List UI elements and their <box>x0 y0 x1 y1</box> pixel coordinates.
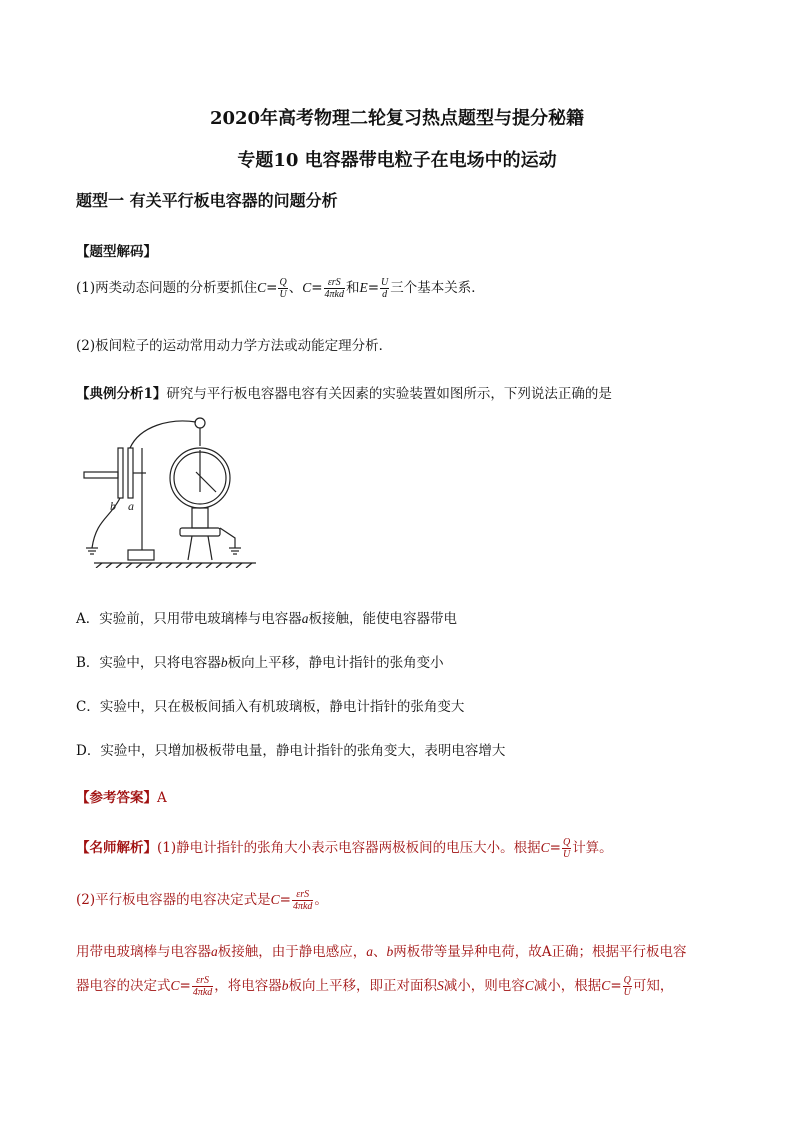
connecting-wire <box>130 421 196 448</box>
text-run: 两板带等量异种电荷，故A正确；根据平行板电容 <box>393 944 687 960</box>
numerator: Q <box>562 837 571 848</box>
var-c: C <box>257 280 267 295</box>
separator: 、 <box>288 280 303 296</box>
fraction-q-over-u <box>623 975 632 998</box>
example-label: 【典例分析1】 <box>76 386 167 402</box>
electrometer-knob <box>195 418 205 428</box>
option-text: 板向上平移，静电计指针的张角变小 <box>227 655 444 671</box>
text-run: 和 <box>345 280 360 296</box>
analysis-line-2 <box>76 888 328 912</box>
text-run: 三个基本关系． <box>390 280 485 296</box>
text-run: 减小，根据 <box>533 978 602 994</box>
var-c: C <box>540 840 550 855</box>
example-question <box>76 382 612 402</box>
text-run: ，将电容器 <box>214 978 282 994</box>
option-text: D．实验中，只增加极板带电量，静电计指针的张角变大，表明电容增大 <box>76 743 506 759</box>
var-a: a <box>366 944 373 959</box>
text-run: 可知， <box>632 978 674 994</box>
plate-a <box>128 448 133 498</box>
label-b: b <box>110 499 116 513</box>
ground-hatch <box>96 563 252 568</box>
text-run: 器电容的决定式 <box>76 978 171 994</box>
denominator: U <box>279 289 287 300</box>
ground-wire-electrometer <box>220 528 235 548</box>
equals: = <box>311 280 323 296</box>
document-title: 2020年高考物理二轮复习热点题型与提分秘籍 <box>209 108 585 129</box>
numerator: εrS <box>292 889 313 901</box>
var-c: C <box>302 280 312 295</box>
option-d <box>76 739 505 759</box>
option-var: b <box>220 655 228 670</box>
label-a: a <box>128 499 134 513</box>
answer-label: 【参考答案】 <box>76 790 157 806</box>
explain-heading: 【题型解码】 <box>76 244 157 260</box>
option-a <box>76 607 457 627</box>
var-c: C <box>170 978 180 993</box>
plate-b <box>118 448 123 498</box>
denominator: d <box>382 289 388 300</box>
stand-base <box>128 550 154 560</box>
text-run: 计算。 <box>572 840 613 856</box>
explain-paragraph-2: (2)板间粒子的运动常用动力学方法或动能定理分析． <box>76 338 393 354</box>
denominator: U <box>562 849 571 860</box>
analysis-line-1 <box>76 836 613 860</box>
fraction-capacitance <box>192 975 213 998</box>
question-text: 研究与平行板电容器电容有关因素的实验装置如图所示，下列说法正确的是 <box>166 386 612 402</box>
var-s: S <box>437 978 444 993</box>
option-text: A．实验前，只用带电玻璃棒与电容器 <box>76 611 302 627</box>
equals: = <box>367 280 380 296</box>
analysis-line-4 <box>76 974 673 998</box>
text-run: 减小，则电容 <box>443 978 525 994</box>
text-run: (1)静电计指针的张角大小表示电容器两极板间的电压大小。根据 <box>157 840 541 856</box>
var-c: C <box>601 978 611 993</box>
denominator: 4πkd <box>292 901 313 912</box>
var-a: a <box>211 944 218 959</box>
text-run: 用带电玻璃棒与电容器 <box>76 944 211 960</box>
text-run: 板向上平移，即正对面积 <box>288 978 438 994</box>
option-var: a <box>301 611 309 626</box>
analysis-line-3 <box>76 940 687 960</box>
denominator: U <box>623 987 631 998</box>
fraction-q-over-u <box>278 277 287 300</box>
numerator: U <box>381 277 389 288</box>
handle-rod <box>84 472 118 478</box>
electrometer-base <box>180 528 220 536</box>
separator: 、 <box>373 944 387 960</box>
equals: = <box>279 892 291 908</box>
electrometer-needle <box>196 472 216 492</box>
numerator: εrS <box>192 975 213 987</box>
fraction-q-over-u <box>562 837 571 860</box>
denominator: 4πkd <box>192 987 213 998</box>
fraction-capacitance <box>324 277 345 300</box>
var-e: E <box>359 280 368 295</box>
option-c <box>76 695 464 715</box>
experiment-figure <box>80 408 260 568</box>
var-c: C <box>524 978 534 993</box>
fraction-capacitance <box>292 889 313 912</box>
equals: = <box>549 840 561 856</box>
answer-line <box>76 786 167 806</box>
option-b <box>76 651 444 671</box>
option-text: B．实验中，只将电容器 <box>76 655 221 671</box>
text-run: 板接触，由于静电感应， <box>217 944 367 960</box>
var-c: C <box>270 892 280 907</box>
section-heading: 题型一 有关平行板电容器的问题分析 <box>76 191 338 210</box>
text-run: 。 <box>314 892 328 908</box>
equals: = <box>266 280 278 296</box>
text-run: (1)两类动态问题的分析要抓住 <box>76 280 258 296</box>
option-text: C．实验中，只在极板间插入有机玻璃板，静电计指针的张角变大 <box>76 699 465 715</box>
var-b: b <box>281 978 289 993</box>
numerator: Q <box>623 975 631 986</box>
equals: = <box>179 978 191 994</box>
text-run: (2)平行板电容器的电容决定式是 <box>76 892 271 908</box>
numerator: Q <box>279 277 287 288</box>
document-subtitle: 专题10 电容器带电粒子在电场中的运动 <box>237 150 557 171</box>
option-text: 板接触，能使电容器带电 <box>308 611 457 627</box>
fraction-u-over-d <box>380 277 389 300</box>
explain-paragraph-1 <box>76 276 485 300</box>
equals: = <box>610 978 622 994</box>
denominator: 4πkd <box>324 289 344 300</box>
numerator: εrS <box>324 277 345 289</box>
answer-value: A <box>157 790 167 806</box>
var-b: b <box>386 944 394 959</box>
analysis-label: 【名师解析】 <box>76 840 157 856</box>
